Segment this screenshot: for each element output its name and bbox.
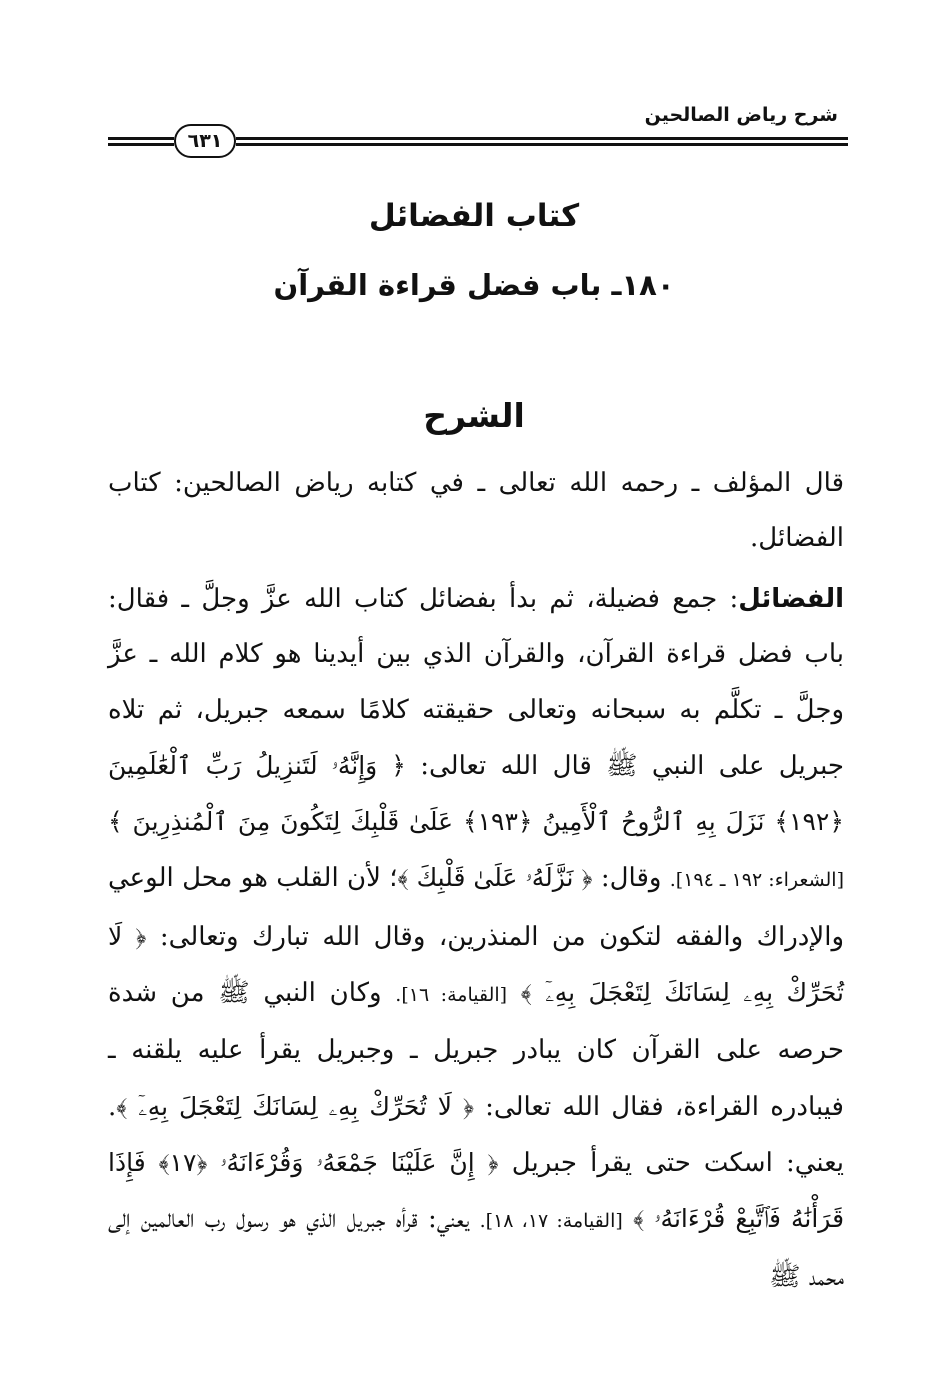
section-title: الشرح bbox=[423, 396, 525, 435]
commentary-paragraph bbox=[108, 572, 904, 1305]
header-rule-right bbox=[236, 137, 848, 146]
intro-paragraph bbox=[108, 456, 904, 567]
header-rule-left bbox=[108, 137, 174, 146]
quran-verse-4: ﴿ لَا تُحَرِّكْ بِهِۦ لِسَانَكَ لِتَعْجَلَ بِهِۦٓ ﴾ bbox=[116, 1091, 474, 1121]
text-segment-4: وكان النبي ﷺ من شدة حرصه على القرآن كان يبادر جبريل ـ وجبريل يقرأ عليه يلقنه ـ فيبادره القراءة، فقال الله تعالى: bbox=[108, 978, 844, 1122]
quran-verse-3: ﴿ لَا تُحَرِّكْ بِهِۦ لِسَانَكَ لِتَعْجَلَ بِهِۦٓ ﴾ bbox=[108, 921, 845, 1008]
text-segment-5: . يعني: اسكت حتى يقرأ جبريل bbox=[108, 1091, 845, 1178]
intro-text: قال المؤلف ـ رحمه الله تعالى ـ في كتابه رياض الصالحين: كتاب الفضائل. bbox=[108, 468, 844, 554]
page-number: ٦٣١ bbox=[174, 124, 236, 158]
text-segment-2: وقال: bbox=[592, 863, 670, 894]
chapter-title: ١٨٠ـ باب فضل قراءة القرآن bbox=[273, 268, 675, 302]
verse-reference-2: [القيامة: ١٦]. bbox=[395, 984, 508, 1007]
quran-verse-5: ﴿ إِنَّ عَلَيْنَا جَمْعَهُۥ وَقُرْءَانَهُۥ ﴿١٧﴾ فَإِذَا قَرَأْنَٰهُ فَٱتَّبِعْ قُرْءَانَهُۥ ﴾ bbox=[108, 1147, 845, 1234]
verse-reference-1: [الشعراء: ١٩٢ ـ ١٩٤]. bbox=[669, 869, 845, 892]
text-segment-6: يعني: قرأه جبريل الذي هو رسول رب العالمين إلى محمد ﷺ bbox=[108, 1204, 844, 1292]
book-title: كتاب الفضائل bbox=[368, 198, 580, 234]
text-segment-1: : جمع فضيلة، ثم بدأ بفضائل كتاب الله عزَّ وجلَّ ـ فقال: باب فضل قراءة القرآن، والقرآن الذي بين أيدينا هو كلام الله ـ عزَّ وجلَّ ـ تكلَّم به سبحانه وتعالى حقيقته كلامًا سمعه جبريل، ثم تلاه جبريل على النبي ﷺ قال الله تعالى: bbox=[108, 584, 844, 781]
term-heading: الفضائل bbox=[738, 584, 844, 614]
quran-verse-1: ﴿ وَإِنَّهُۥ لَتَنزِيلُ رَبِّ ٱلْعَٰلَمِينَ ﴿١٩٢﴾ نَزَلَ بِهِ ٱلرُّوحُ ٱلْأَمِينُ ﴿١٩٣﴾ عَلَىٰ قَلْبِكَ لِتَكُونَ مِنَ ٱلْمُنذِرِينَ ﴾ bbox=[108, 750, 844, 837]
verse-reference-3: [القيامة: ١٧، ١٨]. bbox=[479, 1210, 623, 1233]
running-title: شرح رياض الصالحين bbox=[644, 104, 838, 126]
text-segment-3: ؛ لأن القلب هو محل الوعي والإدراك والفقه لتكون من المنذرين، وقال الله تبارك وتعالى: bbox=[108, 863, 844, 952]
quran-verse-2: ﴿ نَزَّلَهُۥ عَلَىٰ قَلْبِكَ ﴾ bbox=[397, 863, 593, 893]
